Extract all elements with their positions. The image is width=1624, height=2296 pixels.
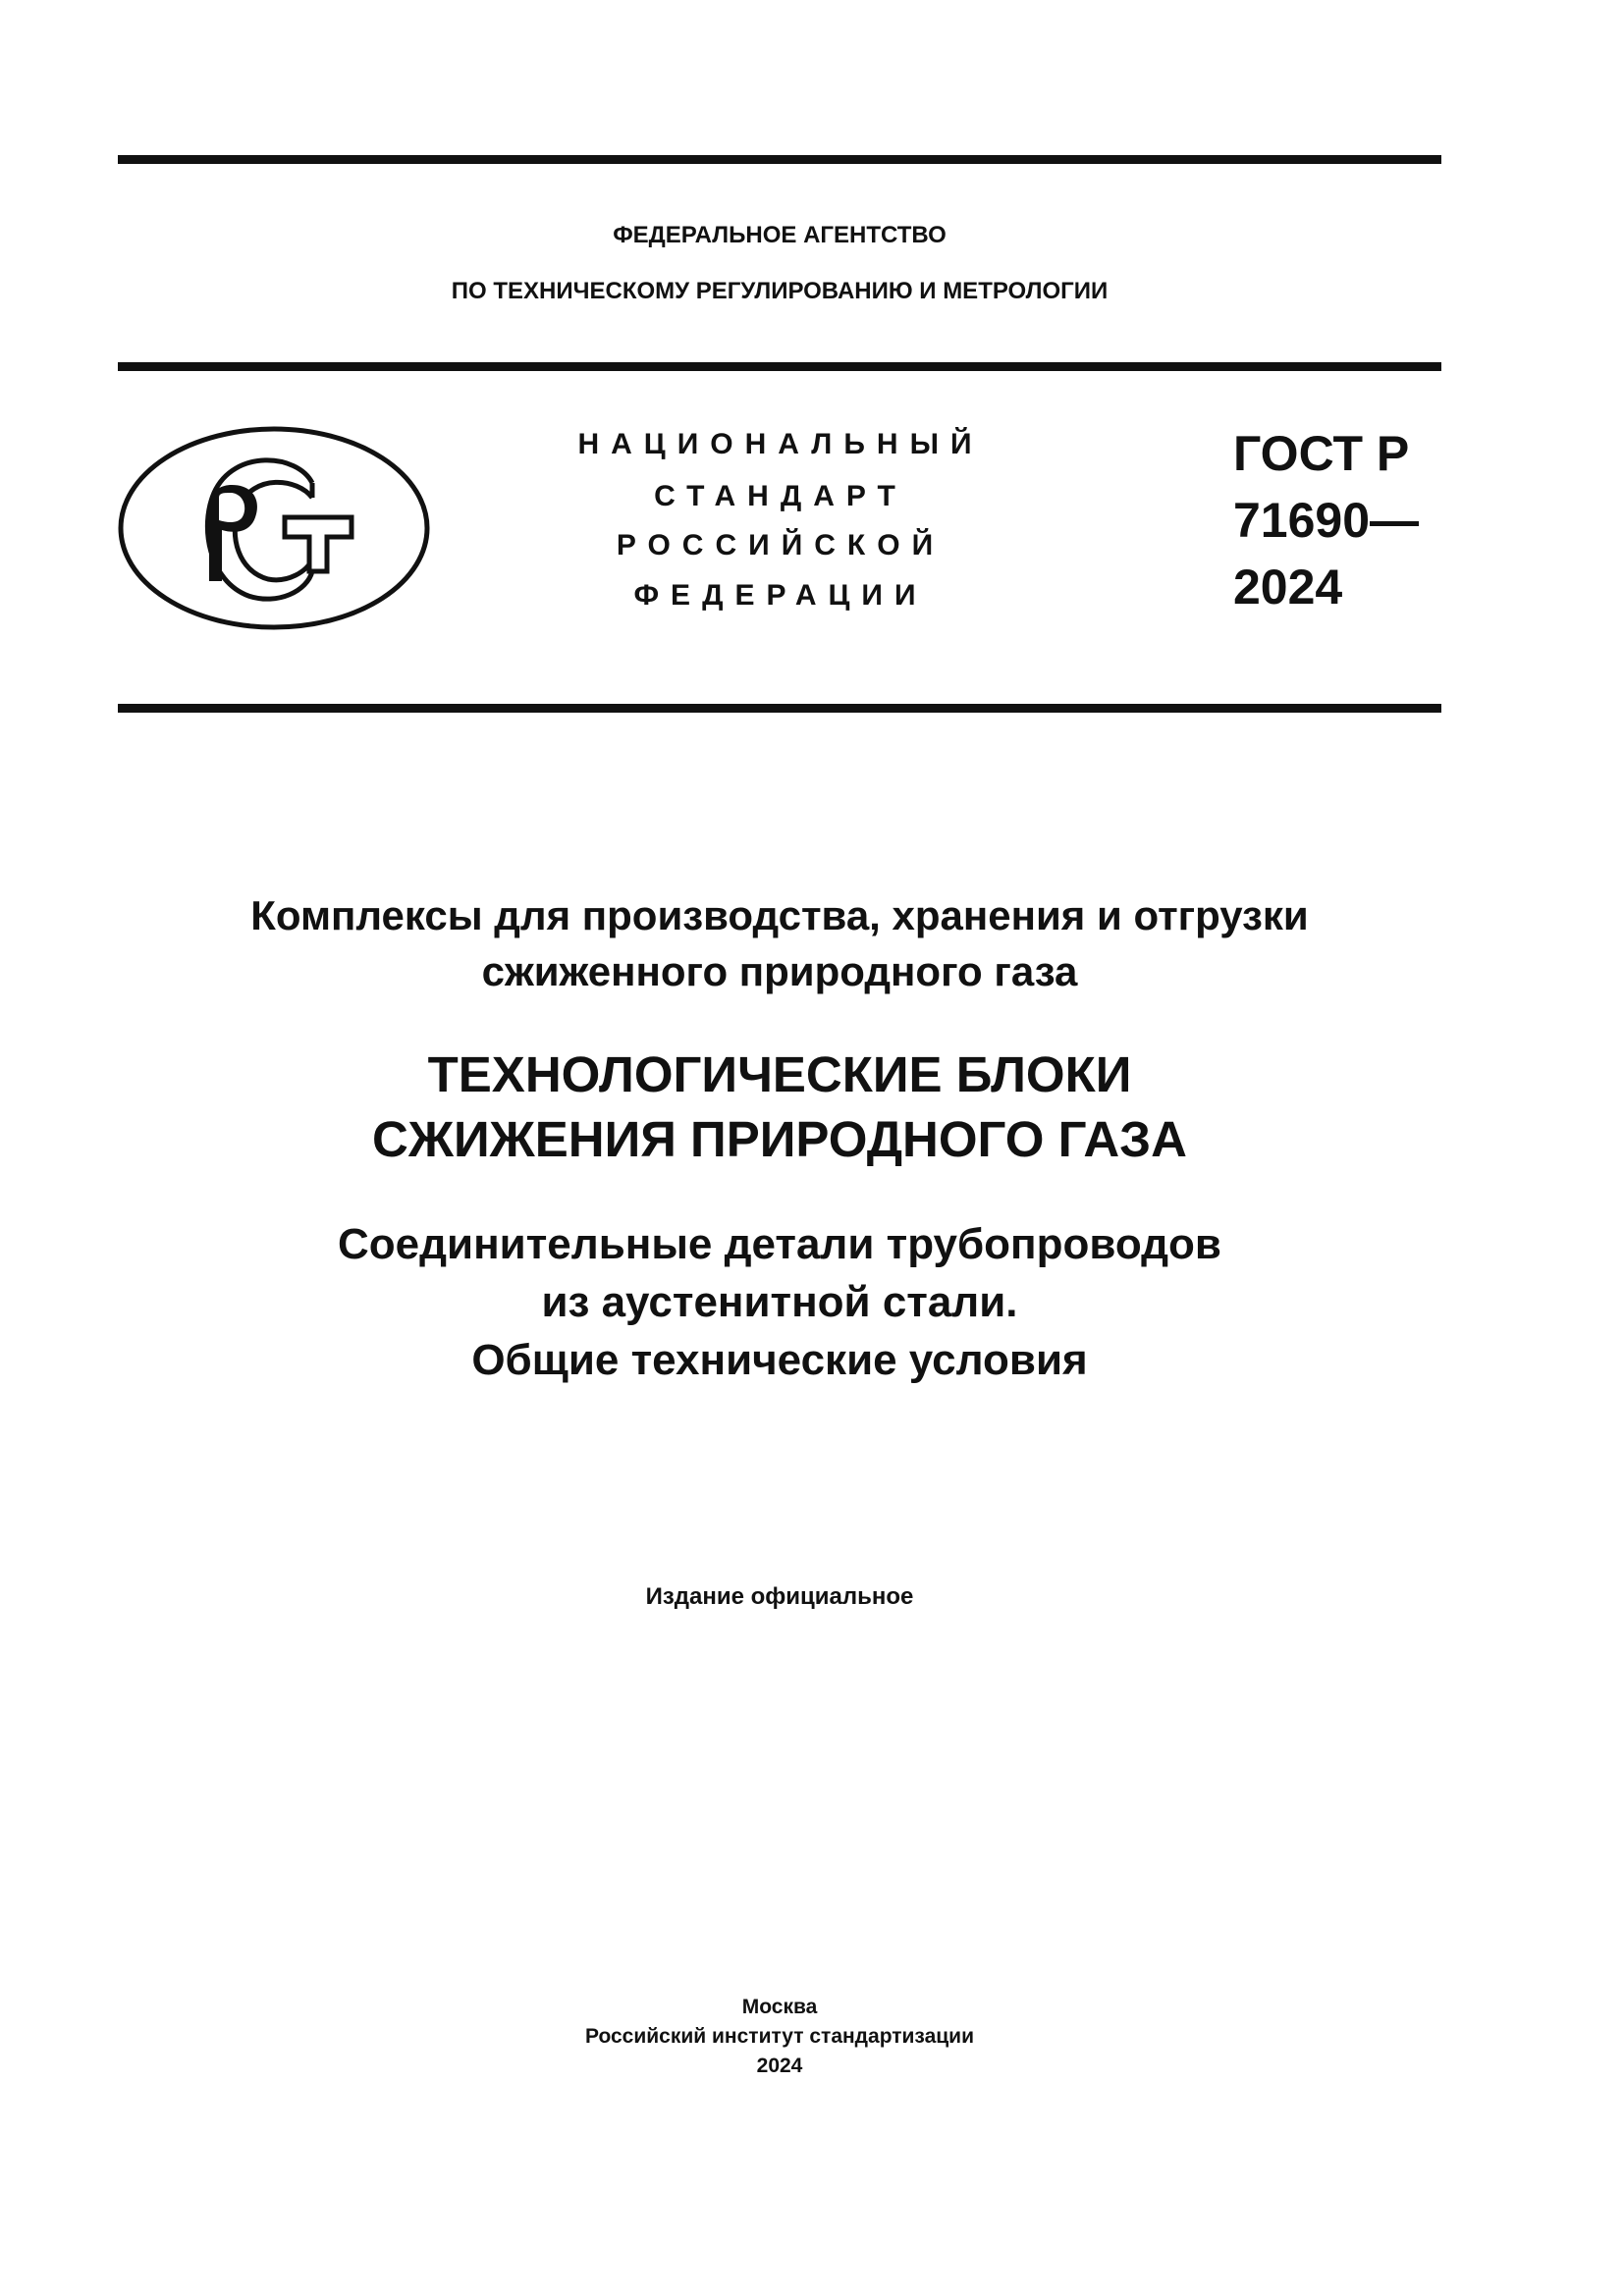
rst-logo-icon: [116, 424, 432, 632]
agency-line-1: ФЕДЕРАЛЬНОЕ АГЕНТСТВО: [613, 222, 947, 248]
national-standard-line-1: НАЦИОНАЛЬНЫЙ: [577, 428, 984, 460]
logo-rule: [118, 704, 1441, 713]
sub-title-line-1: Соединительные детали трубопроводов: [338, 1220, 1221, 1268]
national-standard-line-2: СТАНДАРТ: [654, 480, 907, 512]
main-title-line-2: СЖИЖЕНИЯ ПРИРОДНОГО ГАЗА: [372, 1111, 1187, 1167]
general-title: [118, 887, 1441, 999]
publisher-name: Российский институт стандартизации: [584, 2025, 975, 2048]
agency-line-2: ПО ТЕХНИЧЕСКОМУ РЕГУЛИРОВАНИЮ И МЕТРОЛОГИИ: [451, 278, 1109, 304]
header-rule: [118, 362, 1441, 371]
publisher-year: 2024: [756, 2055, 803, 2077]
sub-title-line-2: из аустенитной стали.: [541, 1278, 1018, 1326]
sub-title-line-3: Общие технические условия: [471, 1336, 1088, 1384]
publisher-city: Москва: [741, 1996, 818, 2018]
publisher-block: [118, 1993, 1441, 2081]
edition-label: Издание официальное: [645, 1583, 914, 1610]
standard-designation: [1233, 420, 1419, 620]
national-standard-line-3: РОССИЙСКОЙ: [616, 529, 946, 561]
designation-line-2: 71690—: [1233, 493, 1420, 548]
top-rule: [118, 155, 1441, 164]
general-title-line-1: Комплексы для производства, хранения и отгрузки: [250, 892, 1309, 938]
designation-line-1: ГОСТ Р: [1233, 426, 1410, 481]
main-title: [118, 1042, 1441, 1172]
designation-line-3: 2024: [1233, 560, 1343, 614]
main-title-line-1: ТЕХНОЛОГИЧЕСКИЕ БЛОКИ: [427, 1046, 1132, 1102]
general-title-line-2: сжиженного природного газа: [481, 948, 1078, 994]
national-standard-line-4: ФЕДЕРАЦИИ: [633, 579, 928, 612]
sub-title: [118, 1215, 1441, 1389]
